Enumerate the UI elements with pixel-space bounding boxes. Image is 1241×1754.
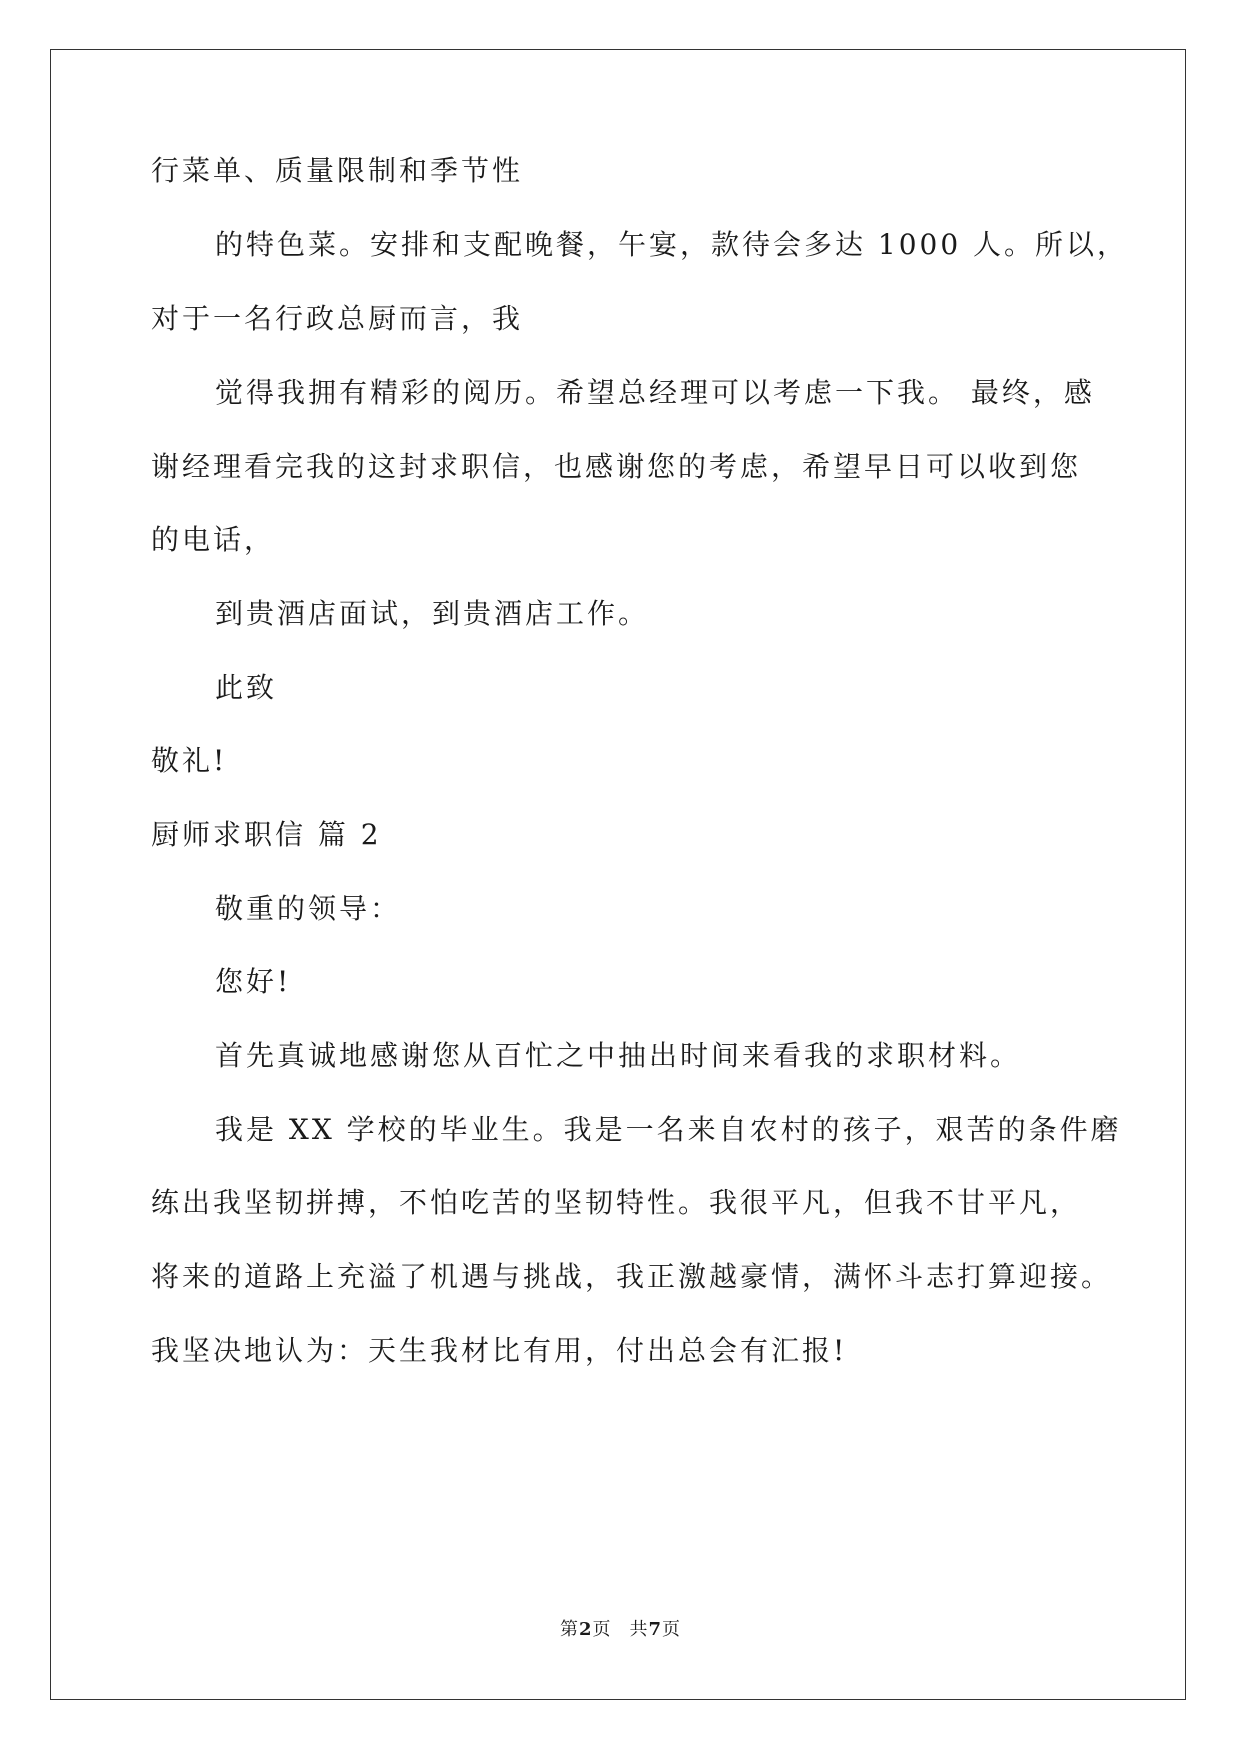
text-line: 到贵酒店面试，到贵酒店工作。 xyxy=(215,597,650,630)
text-line: 您好! xyxy=(215,965,292,998)
text-line: 的特色菜。安排和支配晚餐，午宴，款待会多达 1000 人。所以， xyxy=(215,228,1129,261)
text-line: 觉得我拥有精彩的阅历。希望总经理可以考虑一下我。 最终，感 xyxy=(215,376,1095,409)
footer-page-total: 7 xyxy=(648,1619,663,1640)
footer-total-suffix: 页 xyxy=(662,1619,682,1640)
footer-page-prefix: 第 xyxy=(559,1619,579,1640)
text-line: 将来的道路上充溢了机遇与挑战，我正激越豪情，满怀斗志打算迎接。 xyxy=(151,1260,1113,1293)
footer-page-suffix: 页 xyxy=(592,1619,612,1640)
text-line: 谢经理看完我的这封求职信，也感谢您的考虑，希望早日可以收到您 xyxy=(151,450,1082,483)
text-line: 首先真诚地感谢您从百忙之中抽出时间来看我的求职材料。 xyxy=(215,1039,1022,1072)
page-frame xyxy=(50,49,1186,1700)
section-heading: 厨师求职信 篇 2 xyxy=(151,818,382,851)
text-line: 我坚决地认为：天生我材比有用，付出总会有汇报! xyxy=(151,1334,848,1367)
text-line: 此致 xyxy=(215,671,278,704)
text-line: 的电话， xyxy=(151,523,276,556)
text-line: 行菜单、质量限制和季节性 xyxy=(151,154,524,187)
text-line: 敬礼! xyxy=(151,744,228,777)
page-footer xyxy=(0,1618,1241,1642)
text-line: 练出我坚韧拼搏，不怕吃苦的坚韧特性。我很平凡，但我不甘平凡， xyxy=(151,1186,1082,1219)
footer-page-current: 2 xyxy=(578,1619,593,1640)
text-line: 敬重的领导： xyxy=(215,892,402,925)
footer-total-prefix: 共 xyxy=(629,1619,649,1640)
text-line: 对于一名行政总厨而言，我 xyxy=(151,302,524,335)
text-line: 我是 XX 学校的毕业生。我是一名来自农村的孩子，艰苦的条件磨 xyxy=(215,1113,1122,1146)
